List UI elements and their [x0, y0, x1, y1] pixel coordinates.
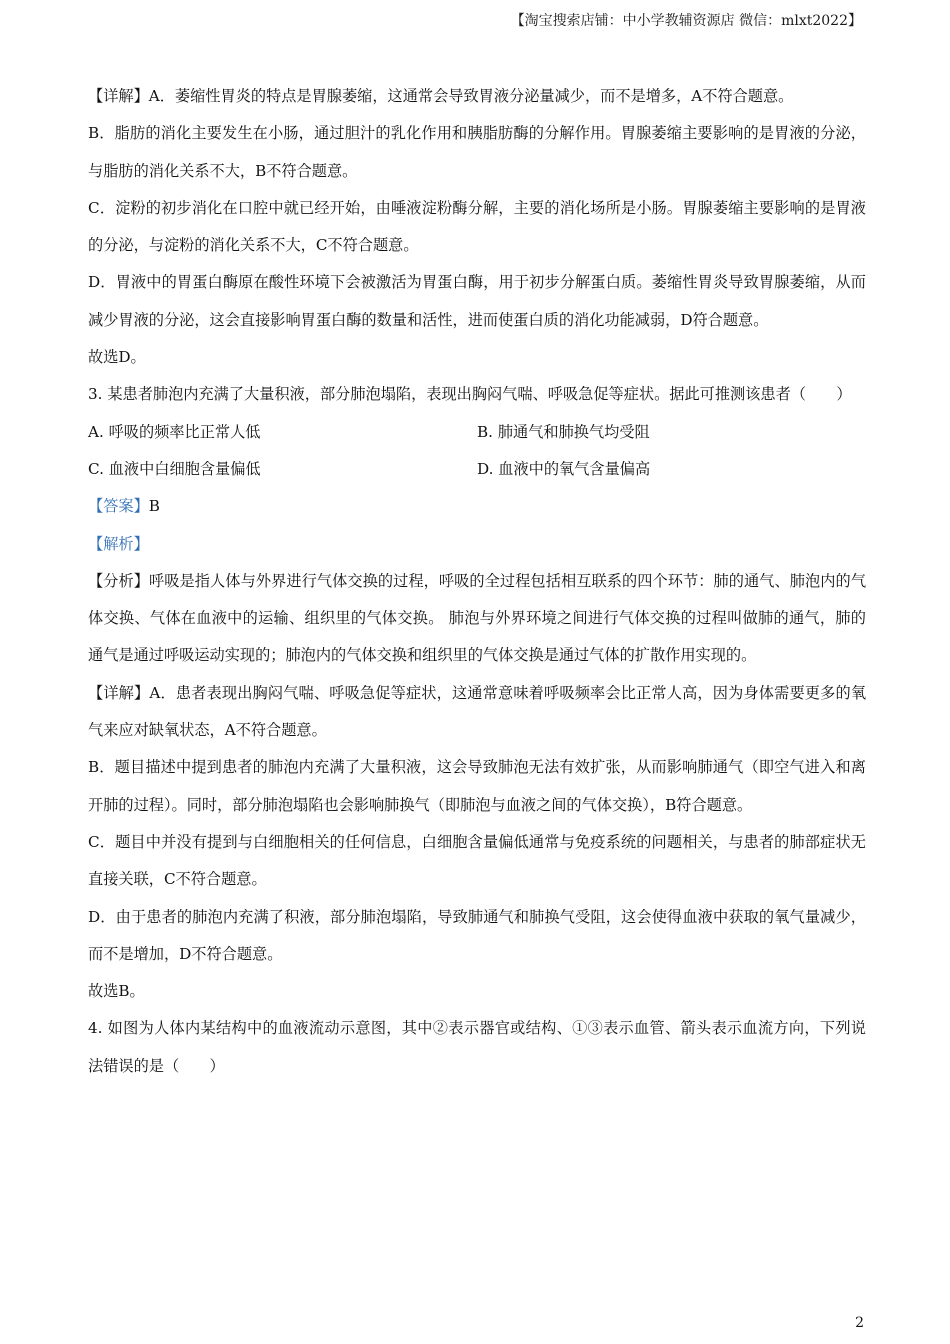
- q3-option-d: D. 血液中的氧气含量偏高: [477, 459, 651, 478]
- detail-label: 【详解】: [88, 87, 149, 105]
- q2-choose: 故选D。: [88, 348, 146, 367]
- q3-option-a: A. 呼吸的频率比正常人低: [88, 422, 261, 441]
- q3-detail-b: B．题目描述中提到患者的肺泡内充满了大量积液，这会导致肺泡无法有效扩张，从而影响肺通气（即空气进入和离开肺的过程）。同时，部分肺泡塌陷也会影响肺换气（即肺泡与血液之间的气体交换），B符合题意。: [88, 758, 866, 814]
- detail-a-text: A．萎缩性胃炎的特点是胃腺萎缩，这通常会导致胃液分泌量减少，而不是增多，A不符合题意。: [148, 87, 794, 105]
- q3-option-c: C. 血液中白细胞含量偏低: [88, 459, 261, 478]
- q3-options: [88, 414, 866, 489]
- q2-detail-c: C．淀粉的初步消化在口腔中就已经开始，由唾液淀粉酶分解，主要的消化场所是小肠。胃腺萎缩主要影响的是胃液的分泌，与淀粉的消化关系不大，C不符合题意。: [88, 198, 866, 255]
- q3-fenxi: [88, 563, 866, 675]
- q3-choose: 故选B。: [88, 982, 145, 1001]
- fenxi-text: 呼吸是指人体与外界进行气体交换的过程，呼吸的全过程包括相互联系的四个环节：肺的通气、肺泡内的气体交换、气体在血液中的运输、组织里的气体交换。 肺泡与外界环境之间进行气体交换的过程叫做肺的通气，肺的通气是通过呼吸运动实现的；肺泡内的气体交换和组织里的气体交换是通过气体的扩散作用实现的。: [88, 571, 867, 665]
- q3-analysis-label: 【解析】: [88, 534, 149, 553]
- detail-label: 【详解】: [88, 683, 150, 702]
- answer-value: B: [148, 497, 160, 516]
- q2-detail-b: B．脂肪的消化主要发生在小肠，通过胆汁的乳化作用和胰脂肪酶的分解作用。胃腺萎缩主要影响的是胃液的分泌，与脂肪的消化关系不大，B不符合题意。: [88, 124, 866, 180]
- document-body: [88, 78, 866, 1085]
- q4-stem: 4. 如图为人体内某结构中的血液流动示意图，其中②表示器官或结构、①③表示血管、箭头表示血流方向，下列说法错误的是（ ）: [88, 1019, 866, 1075]
- fenxi-label: 【分析】: [88, 571, 150, 590]
- q3-detail-d: D．由于患者的肺泡内充满了积液，部分肺泡塌陷，导致肺通气和肺换气受阻，这会使得血液中获取的氧气量减少，而不是增加，D不符合题意。: [88, 907, 866, 963]
- answer-label: 【答案】: [88, 497, 149, 516]
- q3-answer: [88, 488, 866, 525]
- q2-detail-d: D．胃液中的胃蛋白酶原在酸性环境下会被激活为胃蛋白酶，用于初步分解蛋白质。萎缩性胃炎导致胃腺萎缩，从而减少胃液的分泌，这会直接影响胃蛋白酶的数量和活性，进而使蛋白质的消化功能减弱，D符合题意。: [88, 273, 866, 329]
- page-header-note: 【淘宝搜索店铺：中小学教辅资源店 微信：mlxt2022】: [510, 13, 862, 29]
- q3-detail-a: [88, 675, 866, 750]
- detail-a-text: A．患者表现出胸闷气喘、呼吸急促等症状，这通常意味着呼吸频率会比正常人高，因为身体需要更多的氧气来应对缺氧状态，A不符合题意。: [88, 683, 867, 740]
- q3-stem: 3. 某患者肺泡内充满了大量积液，部分肺泡塌陷，表现出胸闷气喘、呼吸急促等症状。据此可推测该患者（ ）: [88, 385, 852, 404]
- q2-detail-a: [88, 78, 866, 115]
- page-number: 2: [855, 1315, 864, 1331]
- q3-option-b: B. 肺通气和肺换气均受阻: [477, 422, 650, 441]
- q3-detail-c: C．题目中并没有提到与白细胞相关的任何信息，白细胞含量偏低通常与免疫系统的问题相关，与患者的肺部症状无直接关联，C不符合题意。: [88, 832, 866, 889]
